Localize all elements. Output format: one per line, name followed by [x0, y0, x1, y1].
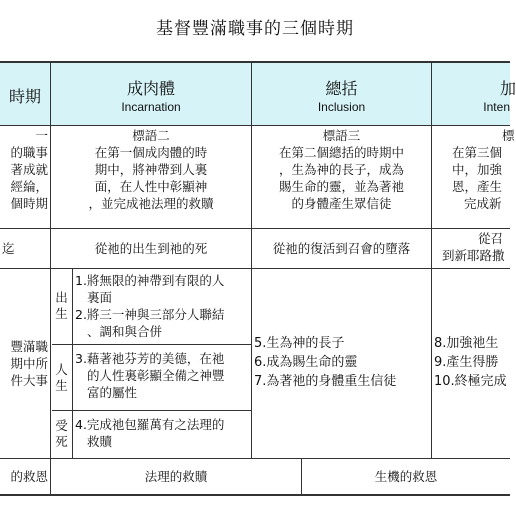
rule-bottom [0, 494, 510, 496]
events-intensification-items [434, 334, 510, 391]
sublabel-life: 人 生 [55, 362, 68, 393]
header-intensification-zh: 加 [499, 79, 516, 98]
list-item: 2.將三一神與三部分人聯結 [75, 307, 225, 322]
header-incarnation-zh: 成肉體 [126, 79, 175, 98]
salvation-col0: 的救恩 [10, 469, 48, 484]
rule-top [0, 61, 510, 63]
list-item: 8.加強祂生 [434, 336, 499, 351]
sublabel-death: 受 死 [55, 418, 68, 449]
span-incarnation: 從祂的出生到祂的死 [94, 241, 208, 256]
events-birth-items [75, 272, 251, 340]
motto-col0: 一 的職事 著成就 經綸， 個時期 [10, 128, 48, 211]
list-item: 9.產生得勝 [434, 355, 499, 370]
list-item: 富的屬性 [87, 385, 138, 400]
events-inclusion-items [254, 334, 431, 391]
salvation-organic: 生機的救恩 [374, 469, 438, 484]
rule-sublabel-right [72, 268, 73, 458]
rule-events-bottom [0, 458, 510, 459]
list-item: 10.終極完成 [434, 374, 507, 389]
salvation-judicial: 法理的救贖 [144, 469, 208, 484]
list-item: 6.成為賜生命的靈 [254, 355, 358, 370]
span-inclusion: 從祂的復活到召會的墮落 [272, 241, 411, 256]
header-incarnation-en: Incarnation [121, 100, 181, 114]
list-item: 1.將無限的神帶到有限的人 [75, 273, 225, 288]
list-item: 7.為著祂的身體重生信徒 [254, 374, 397, 389]
header-intensification-en: Inten [483, 100, 510, 114]
header-period: 時期 [8, 87, 41, 106]
motto-inclusion: 標語三 在第二個總括的時期中 ，生為神的長子，成為 賜生命的靈，並為著祂 的身體產生眾信徒 [278, 128, 404, 211]
events-life-items [75, 350, 251, 401]
rule-header-bottom [0, 125, 510, 126]
rule-motto-bottom [0, 228, 510, 229]
table-title: 基督豐滿職事的三個時期 [156, 19, 354, 39]
rule-life-death [52, 410, 251, 411]
list-item: 的人性裏彰顯全備之神豐 [87, 368, 225, 383]
rule-birth-life [52, 344, 251, 345]
header-inclusion-zh: 總括 [325, 79, 358, 98]
motto-intensification: 標 在第三個 中，加強 恩，產生 完成新 [452, 128, 515, 211]
sublabel-birth: 出 生 [55, 290, 68, 321]
events-death-items [75, 416, 251, 450]
list-item: 3.藉著祂芬芳的美德，在祂 [75, 351, 225, 366]
list-item: 救贖 [87, 434, 113, 449]
rule-span-bottom [0, 268, 510, 269]
rule-col1-right-upper [251, 61, 252, 458]
events-col0: 豐滿職 期中所 件大事 [10, 339, 48, 388]
list-item: 、調和與合併 [87, 324, 163, 339]
list-item: 裏面 [87, 290, 113, 305]
motto-incarnation: 標語二 在第一個成肉體的時 期中，將神帶到人裏 面，在人性中彰顯神 ，並完成祂法理的救贖 [88, 128, 214, 211]
list-item: 4.完成祂包羅萬有之法理的 [75, 417, 225, 432]
list-item: 5.生為神的長子 [254, 336, 345, 351]
header-inclusion-en: Inclusion [317, 100, 366, 114]
span-col0: 迄 [2, 241, 15, 256]
span-intensification: 從召 到新耶路撒 [442, 231, 505, 263]
